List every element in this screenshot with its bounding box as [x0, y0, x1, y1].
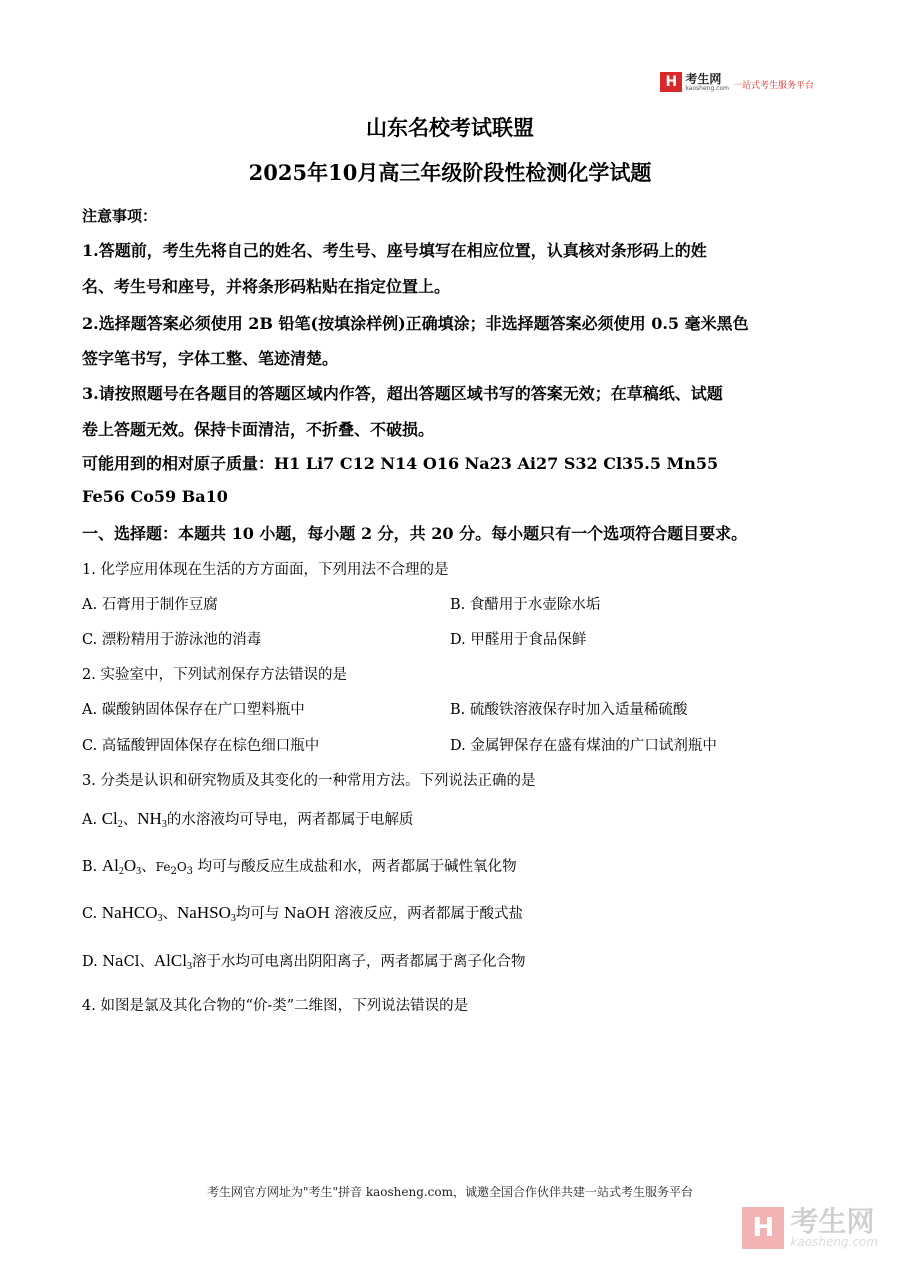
formula-cl2: $Cl_2$ — [101, 809, 123, 830]
exam-title: 2025年10月高三年级阶段性检测化学试题 — [248, 160, 652, 185]
question-4-stem: 4. 如图是氯及其化合物的“价-类”二维图，下列说法错误的是 — [82, 998, 469, 1014]
note-line: 卷上答题无效。保持卡面清洁，不折叠、不破损。 — [82, 420, 435, 439]
section-heading: 一、选择题：本题共 10 小题，每小题 2 分，共 20 分。每小题只有一个选项符合题目要求。 — [82, 524, 748, 543]
q2-option-d: D. 金属钾保存在盛有煤油的广口试剂瓶中 — [450, 738, 717, 754]
option-text: 均可与酸反应生成盐和水，两者都属于碱性氧化物 — [197, 859, 517, 875]
watermark-url: kaosheng.com — [790, 1235, 878, 1249]
brand-logo — [660, 72, 814, 92]
q2-option-c: C. 高锰酸钾固体保存在棕色细口瓶中 — [82, 738, 320, 754]
option-text: 均可与 NaOH 溶液反应，两者都属于酸式盐 — [235, 906, 523, 922]
option-label: D. NaCl、 — [82, 954, 154, 970]
q1-option-b: B. 食醋用于水壶除水垢 — [450, 597, 601, 613]
q1-option-a: A. 石膏用于制作豆腐 — [82, 597, 218, 613]
option-text: 溶于水均可电离出阴阳离子，两者都属于离子化合物 — [191, 954, 526, 970]
logo-slogan: 一站式考生服务平台 — [732, 80, 814, 91]
option-text: 的水溶液均可导电，两者都属于电解质 — [166, 812, 414, 828]
logo-mark-icon: H — [660, 72, 682, 92]
q3-option-d — [82, 950, 525, 972]
q1-option-c: C. 漂粉精用于游泳池的消毒 — [82, 632, 262, 648]
atomic-mass-line: Fe56 Co59 Ba10 — [82, 487, 228, 506]
footer-text: 考生网官方网址为"考生"拼音 kaosheng.com，诚邀全国合作伙伴共建一站式考生服务平台 — [206, 1185, 694, 1199]
q1-option-d: D. 甲醛用于食品保鲜 — [450, 632, 587, 648]
q3-option-c: C. NaHCO$_3$、NaHSO$_3$均可与 NaOH 溶液反应，两者都属于酸式盐 — [82, 903, 523, 924]
notes-heading: 注意事项： — [82, 207, 158, 225]
watermark-logo — [742, 1207, 878, 1249]
option-label: C. — [82, 906, 98, 922]
option-label: A. — [82, 812, 98, 828]
question-2-stem: 2. 实验室中，下列试剂保存方法错误的是 — [82, 667, 347, 683]
formula-nahso3: NaHSO$_3$ — [177, 903, 236, 924]
note-line: 名、考生号和座号，并将条形码粘贴在指定位置上。 — [82, 277, 451, 296]
note-line: 2.选择题答案必须使用 2B 铅笔(按填涂样例)正确填涂；非选择题答案必须使用 0.5 毫米黑色 — [82, 314, 749, 333]
question-1-stem: 1. 化学应用体现在生活的方方面面，下列用法不合理的是 — [82, 562, 449, 578]
formula-al2o3: $Al_2O_3$ — [101, 856, 142, 877]
watermark-mark-icon: H — [742, 1207, 784, 1249]
logo-url: kaosheng.com — [685, 84, 729, 92]
formula-nh3: $NH_3$ — [137, 809, 167, 830]
note-line: 3.请按照题号在各题目的答题区域内作答，超出答题区域书写的答案无效；在草稿纸、试题 — [82, 384, 723, 403]
q3-option-b: B. $Al_2O_3$、$Fe_2O_3$ 均可与酸反应生成盐和水，两者都属于碱性氧化物 — [82, 856, 517, 877]
note-line: 1.答题前，考生先将自己的姓名、考生号、座号填写在相应位置，认真核对条形码上的姓 — [82, 241, 707, 260]
question-3-stem: 3. 分类是认识和研究物质及其变化的一种常用方法。下列说法正确的是 — [82, 773, 536, 789]
exam-organizer-title: 山东名校考试联盟 — [366, 115, 534, 140]
logo-name: 考生网 — [685, 71, 722, 86]
option-label: B. — [82, 859, 98, 875]
note-line: 签字笔书写，字体工整、笔迹清楚。 — [82, 349, 339, 368]
q2-option-a: A. 碳酸钠固体保存在广口塑料瓶中 — [82, 702, 305, 718]
formula-nahco3: NaHCO$_3$ — [101, 903, 163, 924]
watermark-name: 考生网 — [790, 1205, 875, 1238]
formula-alcl3: AlCl$_3$ — [153, 951, 192, 972]
q3-option-a: A. $Cl_2$、$NH_3$的水溶液均可导电，两者都属于电解质 — [82, 809, 414, 830]
atomic-mass-line: 可能用到的相对原子质量：H1 Li7 C12 N14 O16 Na23 Ai27 S32 Cl35.5 Mn55 — [82, 454, 719, 473]
q2-option-b: B. 硫酸铁溶液保存时加入适量稀硫酸 — [450, 702, 688, 718]
formula-fe2o3: $Fe_2O_3$ — [155, 860, 194, 877]
